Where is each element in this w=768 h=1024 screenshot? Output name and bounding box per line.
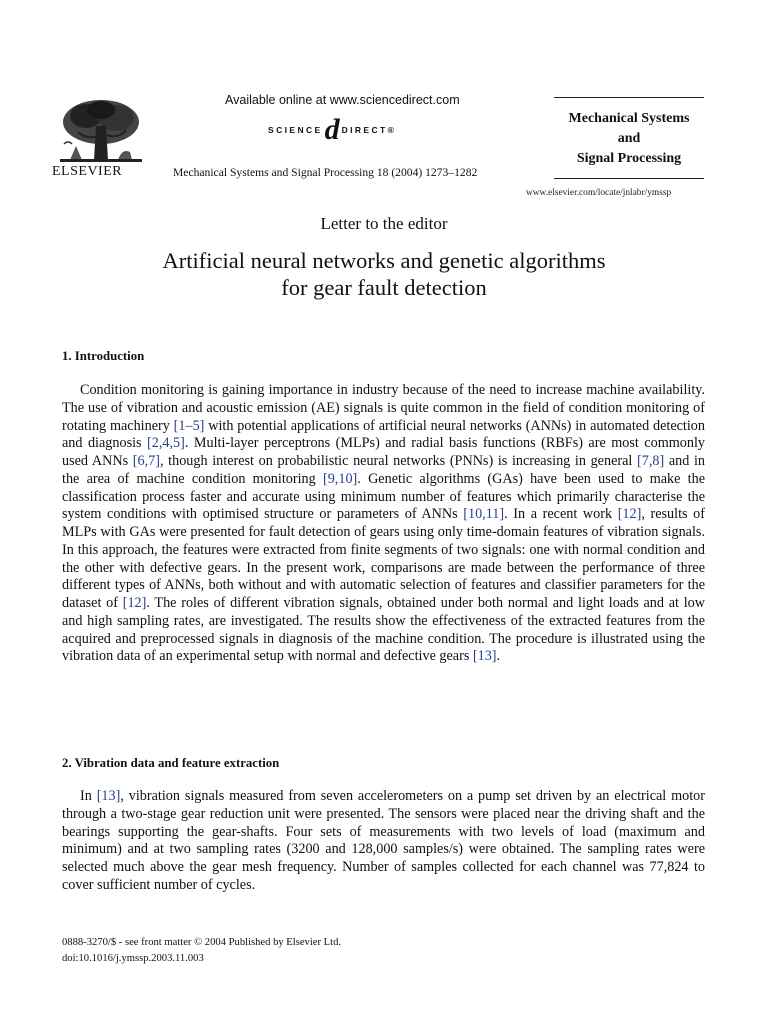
- title-line-1: Artificial neural networks and genetic algorithms: [162, 248, 606, 273]
- text-run: In: [80, 788, 97, 804]
- sciencedirect-right: DIRECT®: [341, 125, 397, 135]
- paragraph: [62, 382, 705, 666]
- journal-name-line1: Mechanical Systems: [568, 111, 690, 126]
- footer-doi: doi:10.1016/j.ymssp.2003.11.003: [62, 953, 204, 964]
- journal-name-box: [540, 109, 718, 169]
- reference-link[interactable]: [10,11]: [463, 506, 505, 523]
- text-run: with potential applications of artificial neural networks (ANNs) in automated detection and diagnosis: [62, 417, 705, 452]
- sciencedirect-logo: [268, 114, 396, 146]
- publisher-name: ELSEVIER: [52, 164, 123, 179]
- text-run: . Genetic algorithms (GAs) have been used to make the classification process faster and accurate using minimum number of features which primarily characterise the system conditions with optimised structure or parameters of ANNs: [62, 470, 706, 523]
- journal-box-top-rule: [554, 97, 704, 98]
- journal-name-line3: Signal Processing: [576, 151, 682, 166]
- sciencedirect-left: SCIENCE: [268, 125, 323, 135]
- journal-name-line2: and: [617, 131, 641, 146]
- reference-link[interactable]: [7,8]: [637, 453, 665, 469]
- text-run: . In a recent work: [504, 506, 618, 523]
- reference-link[interactable]: [1–5]: [173, 417, 205, 434]
- text-run: .: [496, 648, 501, 665]
- text-run: , vibration signals measured from seven accelerometers on a pump set driven by an electrical motor through a two-stage gear reduction unit were presented. The sensors were placed near the driving shaft and the bearings supporting the gear-shafts. Four sets of measurements with two levels of load (maximum and minimum) and at two sampling rates (3200 and 128,000 samples/s) were obtained. The sampling rates were selected much above the gear mesh frequency. Number of samples collected for each channel was 77,824 to cover sufficient number of cycles.: [62, 788, 705, 893]
- reference-link[interactable]: [13]: [96, 788, 121, 804]
- sciencedirect-at-icon: d: [324, 113, 340, 146]
- footer-copyright: 0888-3270/$ - see front matter © 2004 Published by Elsevier Ltd.: [62, 937, 342, 948]
- title-line-2: for gear fault detection: [281, 275, 487, 300]
- journal-citation: Mechanical Systems and Signal Processing 18 (2004) 1273–1282: [173, 166, 478, 179]
- section-1-heading: 1. Introduction: [62, 349, 145, 363]
- paragraph: [62, 788, 705, 895]
- section-2-heading: 2. Vibration data and feature extraction: [62, 756, 280, 770]
- reference-link[interactable]: [12]: [122, 595, 147, 611]
- article-title: [0, 247, 768, 301]
- reference-link[interactable]: [6,7]: [132, 453, 160, 469]
- text-run: Condition monitoring is gaining importance in industry because of the need to increase machine availability. The use of vibration and acoustic emission (AE) signals is quite common in the field of condition monitoring of rotating machinery: [62, 382, 705, 434]
- text-run: . The roles of different vibration signals, obtained under both normal and light loads and at low and high sampling rates, are investigated. The results show the effectiveness of the extracted features from the acquired and preprocessed signals in diagnosis of the machine condition. The procedure is illustrated using the vibration data of an experimental setup with normal and defective gears: [62, 595, 705, 665]
- reference-link[interactable]: [12]: [617, 506, 642, 523]
- reference-link[interactable]: [13]: [472, 648, 497, 665]
- text-run: , though interest on probabilistic neural networks (PNNs) is increasing in general: [159, 453, 637, 469]
- section-1-body: [62, 382, 705, 666]
- section-2-body: [62, 788, 705, 895]
- text-run: . Multi-layer perceptrons (MLPs) and radial basis functions (RBFs) are most commonly used ANNs: [62, 435, 705, 469]
- reference-link[interactable]: [9,10]: [322, 470, 358, 487]
- text-run: and in the area of machine condition monitoring: [62, 453, 706, 487]
- article-type: Letter to the editor: [320, 214, 448, 233]
- journal-box-bottom-rule: [554, 178, 704, 179]
- text-run: , results of MLPs with GAs were presented for fault detection of gears using only time-domain features of vibration signals. In this approach, the features were extracted from finite segments of two signals: one with normal condition and the other with defective gears. In the present work, comparisons are made between the performance of three different types of ANNs, both without and with automatic selection of features and classifier parameters for the dataset of: [62, 506, 705, 611]
- footer: [62, 935, 341, 967]
- reference-link[interactable]: [2,4,5]: [147, 435, 185, 452]
- journal-url: www.elsevier.com/locate/jnlabr/ymssp: [526, 188, 672, 198]
- available-online-text: Available online at www.sciencedirect.com: [225, 93, 460, 107]
